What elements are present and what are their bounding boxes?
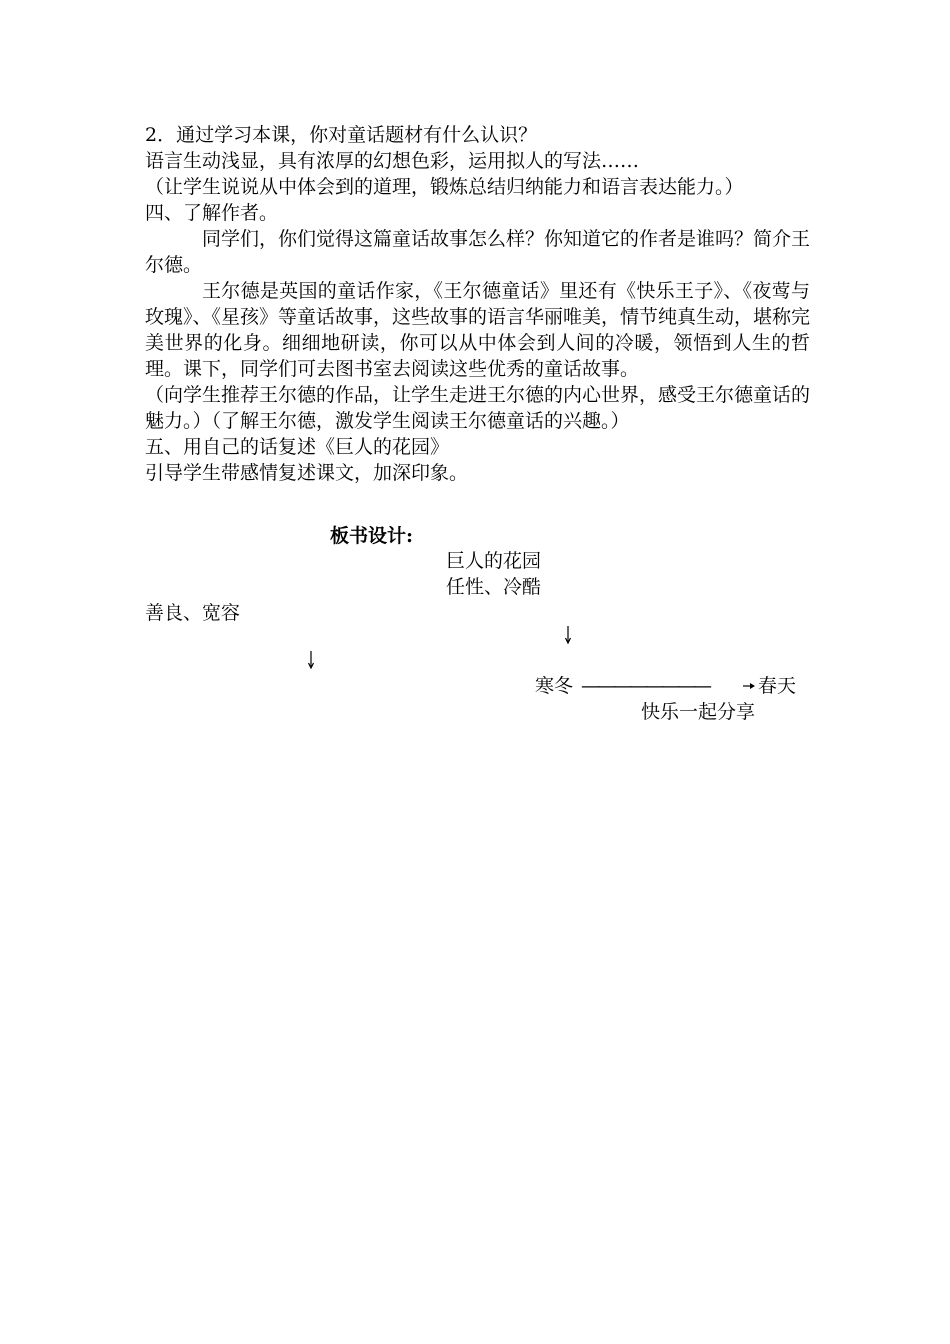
board-winter: 寒冬 bbox=[535, 675, 574, 697]
blackboard-heading: 板书设计: bbox=[330, 525, 414, 547]
teacher-note-2: （向学生推荐王尔德的作品，让学生走进王尔德的内心世界，感受王尔德童话的魅力。）（了解王尔德，激发学生阅读王尔德童话的兴趣。） bbox=[145, 384, 811, 432]
arrow-down-icon bbox=[306, 650, 316, 670]
arrow-down-icon bbox=[563, 625, 573, 645]
intro-question: 同学们，你们觉得这篇童话故事怎么样？你知道它的作者是谁吗？简介王尔德。 bbox=[145, 228, 811, 276]
board-trait-bad: 任性、冷酷 bbox=[446, 576, 542, 598]
board-trait-good: 善良、宽容 bbox=[145, 602, 241, 624]
retell-instruction: 引导学生带感情复述课文，加深印象。 bbox=[145, 462, 469, 484]
answer-2: 语言生动浅显，具有浓厚的幻想色彩，运用拟人的写法…… bbox=[145, 150, 640, 172]
section-4-heading: 四、了解作者。 bbox=[145, 202, 279, 224]
board-spring: 春天 bbox=[758, 675, 797, 697]
author-intro: 王尔德是英国的童话作家，《王尔德童话》里还有《快乐王子》、《夜莺与玫瑰》、《星孩》等童话故事，这些故事的语言华丽唯美，情节纯真生动，堪称完美世界的化身。细细地研读，你可以从中体会到人间的冷暖，领悟到人生的哲理。课下，同学们可去图书室去阅读这些优秀的童话故事。 bbox=[145, 280, 811, 380]
teacher-note-1: （让学生说说从中体会到的道理，锻炼总结归纳能力和语言表达能力。） bbox=[145, 176, 744, 198]
lesson-body bbox=[145, 122, 810, 486]
section-5-heading: 五、用自己的话复述《巨人的花园》 bbox=[145, 436, 450, 458]
board-connector-line: ———————— bbox=[581, 675, 709, 697]
question-2: 2．通过学习本课，你对童话题材有什么认识？ bbox=[145, 124, 538, 146]
board-title: 巨人的花园 bbox=[446, 550, 542, 572]
board-share: 快乐一起分享 bbox=[641, 701, 756, 723]
arrow-right-icon bbox=[743, 679, 757, 693]
